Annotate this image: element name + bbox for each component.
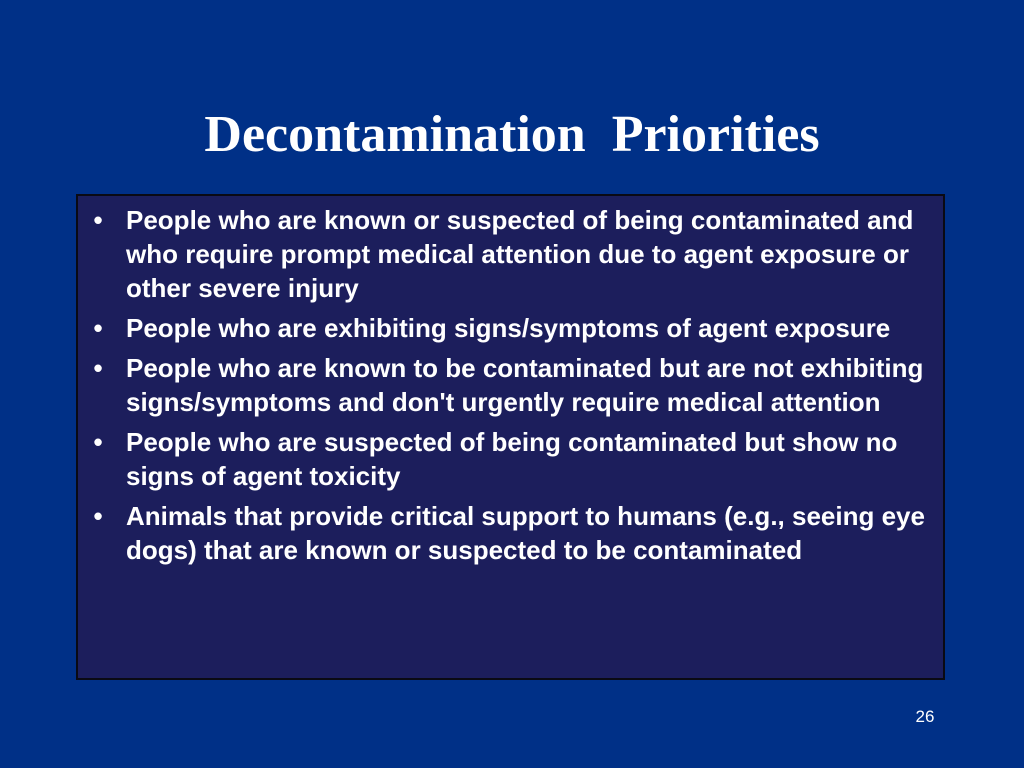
slide-title: Decontamination Priorities — [204, 106, 820, 163]
bullet-icon: • — [93, 205, 103, 235]
list-item — [78, 499, 943, 567]
bullet-icon: • — [93, 501, 103, 531]
list-item — [78, 311, 943, 345]
bullet-text: People who are known to be contaminated but are not exhibiting signs/symptoms and don't urgently require medical attention — [126, 353, 924, 417]
bullet-icon: • — [93, 427, 103, 457]
bullet-icon: • — [93, 353, 103, 383]
list-item — [78, 425, 943, 493]
bullet-text: People who are exhibiting signs/symptoms of agent exposure — [126, 313, 891, 343]
bullet-text: People who are suspected of being contaminated but show no signs of agent toxicity — [126, 427, 898, 491]
bullet-list — [78, 203, 943, 573]
page-number: 26 — [915, 707, 935, 726]
content-box — [76, 194, 945, 680]
list-item — [78, 351, 943, 419]
bullet-text: People who are known or suspected of being contaminated and who require prompt medical attention due to agent exposure or other severe injury — [126, 205, 914, 303]
bullet-icon: • — [93, 313, 103, 343]
bullet-text: Animals that provide critical support to humans (e.g., seeing eye dogs) that are known or suspected to be contaminated — [126, 501, 925, 565]
list-item — [78, 203, 943, 305]
